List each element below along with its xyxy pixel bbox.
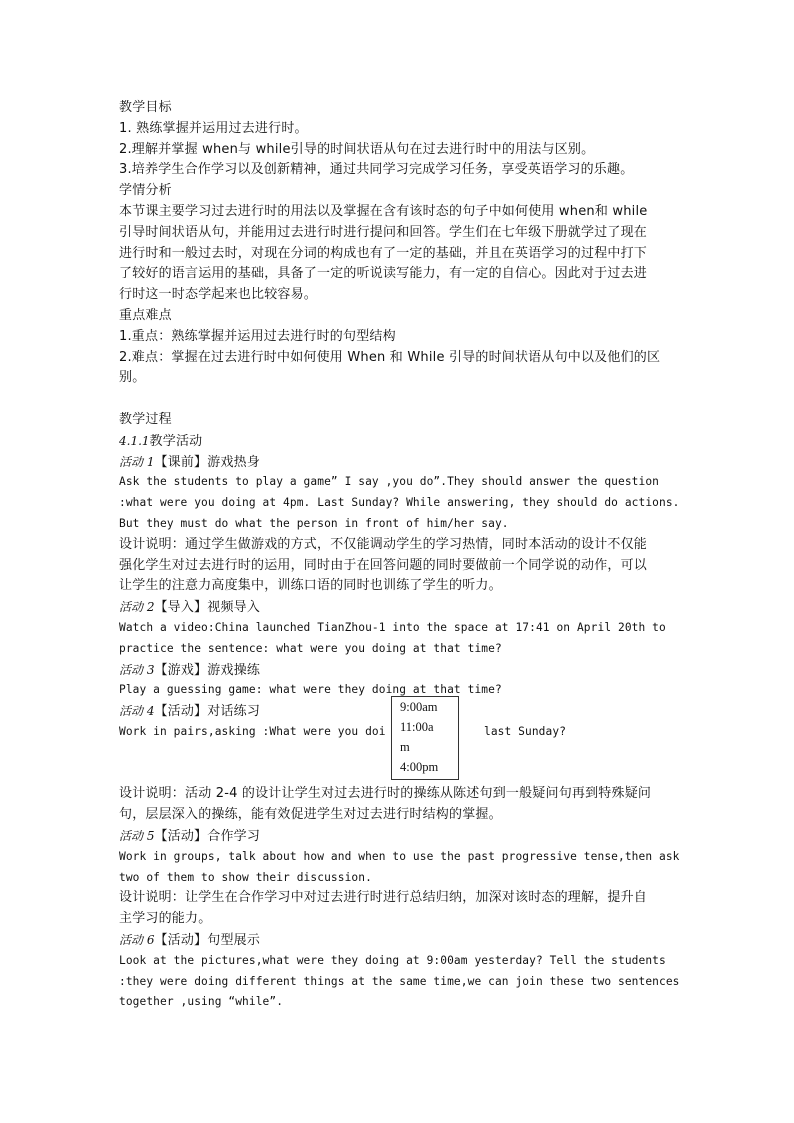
line-text: 1. 熟练掌握并运用过去进行时。 [119,120,308,136]
line-text: 本节课主要学习过去进行时的用法以及掌握在含有该时态的句子中如何使用 when和 while [119,204,648,219]
english-text: Play a guessing game: what were they doing at that time? [119,683,502,697]
text-line [119,826,260,847]
line-text: 3.培养学生合作学习以及创新精神，通过共同学习完成学习任务，享受英语学习的乐趣。 [119,162,634,178]
line-text: 让学生的注意力高度集中，训练口语的同时也训练了学生的听力。 [119,578,502,594]
text-line [119,972,680,992]
line-text: 重点难点 [119,308,172,323]
english-text: two of them to show their discussion. [119,870,372,884]
time-option[interactable]: 4:00pm [400,760,439,774]
activity-number: 活动 5 [119,829,155,843]
line-text: 了较好的语言运用的基础，具备了一定的听说读写能力，有一定的自信心。因此对于过去进 [119,266,648,282]
line-text: 主学习的能力。 [119,911,212,927]
time-option[interactable]: 11:00a [400,720,434,734]
text-line [119,348,660,368]
line-text: 引导时间状语从句，并能用过去进行时进行提问和回答。学生们在七年级下册就学过了现在 [119,224,648,240]
activity-number: 活动 3 [119,662,155,677]
line-text: 2.理解并掌握 when与 while引导的时间状语从句在过去进行时中的用法与区别。 [119,141,595,157]
line-text: 2.难点：掌握在过去进行时中如何使用 When 和 While 引导的时间状语从句中以及他们的区 [119,349,661,365]
text-line [119,909,211,929]
line-text: 设计说明：让学生在合作学习中对过去进行时进行总结归纳，加深对该时态的理解，提升自 [119,890,648,906]
line-text: 教学活动 [149,433,203,449]
text-line [119,140,594,160]
text-line [119,847,680,867]
english-text-tail: last Sunday? [484,725,567,738]
text-line [119,951,666,971]
text-line [119,868,372,888]
text-line [119,368,145,388]
english-text: together ,using “while”. [119,995,284,1009]
activity-number: 4.1.1 [119,433,150,448]
activity-number: 活动 1 [119,454,155,469]
text-line [119,556,647,576]
text-line [119,576,502,596]
line-text: 设计说明：活动 2-4 的设计让学生对过去进行时的操练从陈述句到一般疑问句再到特殊疑问 [119,786,652,802]
text-line [119,327,396,347]
text-line [119,160,633,180]
line-text: 别。 [119,370,146,386]
text-line [119,264,647,284]
line-text: 学情分析 [119,183,172,199]
english-text: :they were doing different things at the same time,we can join these two sentences [119,974,680,988]
text-line [119,639,502,659]
english-text: Work in pairs,asking :What were you doi [119,725,386,738]
text-line [119,223,647,243]
text-line [119,618,666,638]
text-line [119,493,680,513]
text-line [119,514,509,534]
line-text: 【活动】对话练习 [154,704,261,720]
line-text: 设计说明：通过学生做游戏的方式，不仅能调动学生的学习热情，同时本活动的设计不仅能 [119,536,648,552]
text-line [119,410,172,430]
text-line [119,431,202,452]
line-text: 【活动】合作学习 [154,829,261,844]
line-text: 教学过程 [119,412,172,427]
text-line [119,202,647,222]
text-line [119,306,172,326]
line-text: 教学目标 [119,100,172,115]
text-line [119,597,260,618]
text-line [119,805,502,825]
english-text: :what were you doing at 4pm. Last Sunday? While answering, they should do actions. [119,496,680,510]
text-line [119,452,260,473]
text-line [119,181,172,201]
text-line [119,472,659,492]
english-text: Ask the students to play a game” I say ,you do”.They should answer the question [119,475,659,489]
text-line [119,888,647,908]
english-text: Watch a video:China launched TianZhou-1 into the space at 17:41 on April 20th to [119,621,666,634]
activity-number: 活动 4 [119,704,155,719]
activity-number: 活动 2 [119,600,155,615]
text-line [119,992,283,1012]
line-text: 行时这一时态学起来也比较容易。 [119,287,318,303]
english-text: practice the sentence: what were you doing at that time? [119,641,502,655]
text-line [119,244,647,264]
line-text: 句，层层深入的操练，能有效促进学生对过去进行时结构的掌握。 [119,807,502,823]
time-options-popup[interactable] [391,696,459,780]
text-line [119,119,308,139]
text-line [119,98,172,118]
text-line [119,660,260,681]
line-text: 进行时和一般过去时，对现在分词的构成也有了一定的基础，并且在英语学习的过程中打下 [119,245,648,261]
english-text: Work in groups, talk about how and when to use the past progressive tense,then ask [119,849,680,863]
line-text: 【导入】视频导入 [154,600,261,616]
line-text: 1.重点：熟练掌握并运用过去进行时的句型结构 [119,328,396,344]
text-line [119,701,260,722]
line-text: 【课前】游戏热身 [154,454,261,470]
text-line [119,784,651,804]
line-text: 强化学生对过去进行时的运用，同时由于在回答问题的同时要做前一个同学说的动作，可以 [119,557,648,573]
text-line [119,285,317,305]
time-option[interactable]: m [400,740,410,754]
english-text: Look at the pictures,what were they doing at 9:00am yesterday? Tell the students [119,953,666,967]
activity-number: 活动 6 [119,933,155,947]
english-text: But they must do what the person in front of him/her say. [119,517,509,530]
text-line [119,930,260,951]
time-option[interactable]: 9:00am [400,700,438,714]
line-text: 【游戏】游戏操练 [154,662,261,678]
line-text: 【活动】句型展示 [154,933,261,948]
text-line [119,535,647,555]
